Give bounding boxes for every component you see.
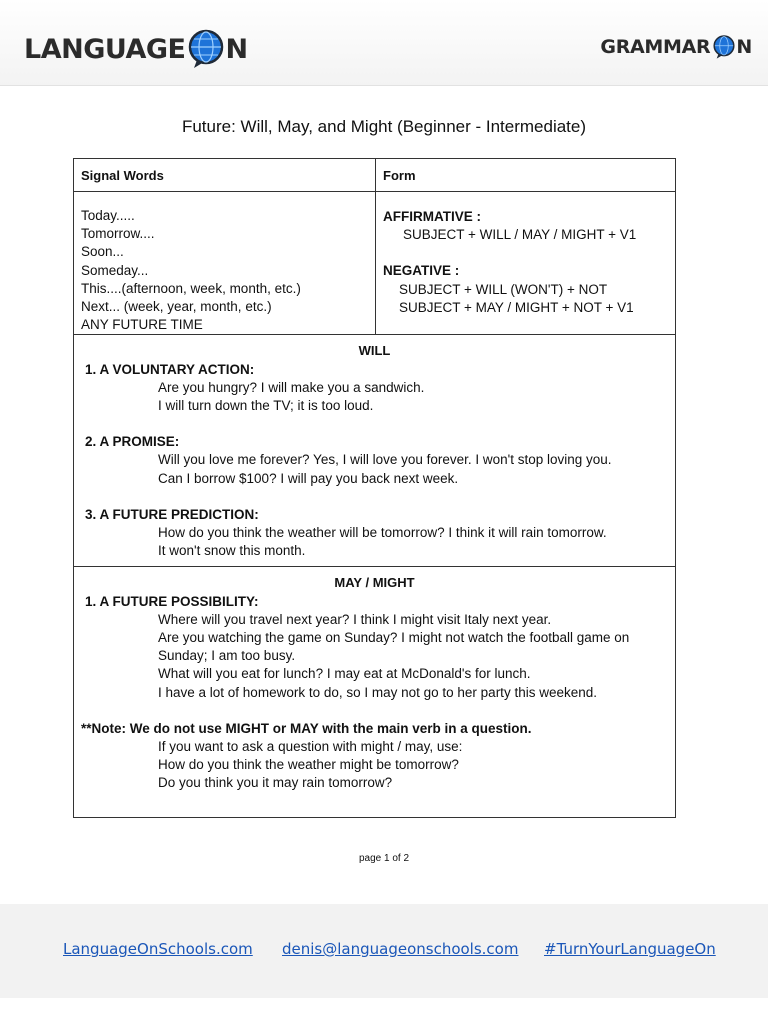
example-sentence: What will you eat for lunch? I may eat at McDonald's for lunch. [158,666,531,682]
note-example: How do you think the weather might be tomorrow? [158,757,459,773]
signal-word: ANY FUTURE TIME [81,317,203,333]
table-header-row [74,159,676,192]
may-might-row [74,567,676,818]
signal-word: Soon... [81,244,124,260]
form-header: Form [376,159,676,192]
example-sentence: Can I borrow $100? I will pay you back next week. [158,470,459,486]
logo-left-text: LANGUAGE [24,33,186,65]
may-might-section [74,567,676,818]
signal-words-header: Signal Words [74,159,376,192]
usage-heading: 1. A FUTURE POSSIBILITY: [85,593,259,609]
spacer [74,415,675,433]
page-number: page 1 of 2 [358,853,410,864]
page-footer [0,904,768,998]
usage-heading: 1. A VOLUNTARY ACTION: [85,361,255,377]
note-example: Do you think you it may rain tomorrow? [158,775,393,791]
negative-formula: SUBJECT + MAY / MIGHT + NOT + V1 [399,299,634,315]
grammaron-logo[interactable] [600,33,752,61]
signal-word: Today..... [81,208,135,223]
page-title: Future: Will, May, and Might (Beginner - Intermediate) [181,117,587,136]
example-sentence: It won't snow this month. [158,543,306,559]
may-might-title: MAY / MIGHT [334,575,415,591]
example-sentence: Are you hungry? I will make you a sandwich. [158,379,425,395]
will-section [74,335,676,567]
form-cell [376,192,676,335]
will-title: WILL [358,343,391,359]
signal-words-cell [74,192,376,335]
hashtag-link[interactable]: #TurnYourLanguageOn [544,940,716,958]
example-sentence: Are you watching the game on Sunday? I might not watch the football game on Sunday; I am too busy. [158,630,630,664]
spacer [74,702,675,720]
logo-right-text: GRAMMAR [600,36,711,58]
example-sentence: How do you think the weather will be tomorrow? I think it will rain tomorrow. [158,525,607,541]
affirmative-formula: SUBJECT + WILL / MAY / MIGHT + V1 [403,227,637,243]
signal-word: Someday... [81,262,149,278]
signal-word: Tomorrow.... [81,226,155,242]
note-text: **Note: We do not use MIGHT or MAY with the main verb in a question. [81,720,532,736]
spacer [74,488,675,506]
email-link[interactable]: denis@languageonschools.com [282,940,519,958]
example-sentence: I will turn down the TV; it is too loud. [158,398,374,414]
will-row [74,335,676,567]
negative-label: NEGATIVE : [383,263,460,279]
logo-right-text-end: N [736,36,752,58]
languageon-logo[interactable] [24,29,248,69]
signal-word: This....(afternoon, week, month, etc.) [81,280,301,296]
example-sentence: Will you love me forever? Yes, I will love you forever. I won't stop loving you. [158,452,612,468]
grammar-table [73,158,676,818]
website-link[interactable]: LanguageOnSchools.com [63,940,253,958]
logo-left-text-end: N [225,33,248,65]
globe-icon [188,29,224,69]
affirmative-label: AFFIRMATIVE : [383,209,481,224]
usage-heading: 2. A PROMISE: [85,434,180,450]
page-header [0,0,768,86]
spacer [383,244,668,262]
signal-form-row [74,192,676,335]
signal-word: Next... (week, year, month, etc.) [81,299,272,315]
note-example: If you want to ask a question with might / may, use: [158,739,463,755]
example-sentence: I have a lot of homework to do, so I may not go to her party this weekend. [158,684,597,700]
example-sentence: Where will you travel next year? I think I might visit Italy next year. [158,611,552,627]
usage-heading: 3. A FUTURE PREDICTION: [85,506,259,522]
negative-formula: SUBJECT + WILL (WON'T) + NOT [399,281,608,297]
globe-icon [713,34,735,60]
